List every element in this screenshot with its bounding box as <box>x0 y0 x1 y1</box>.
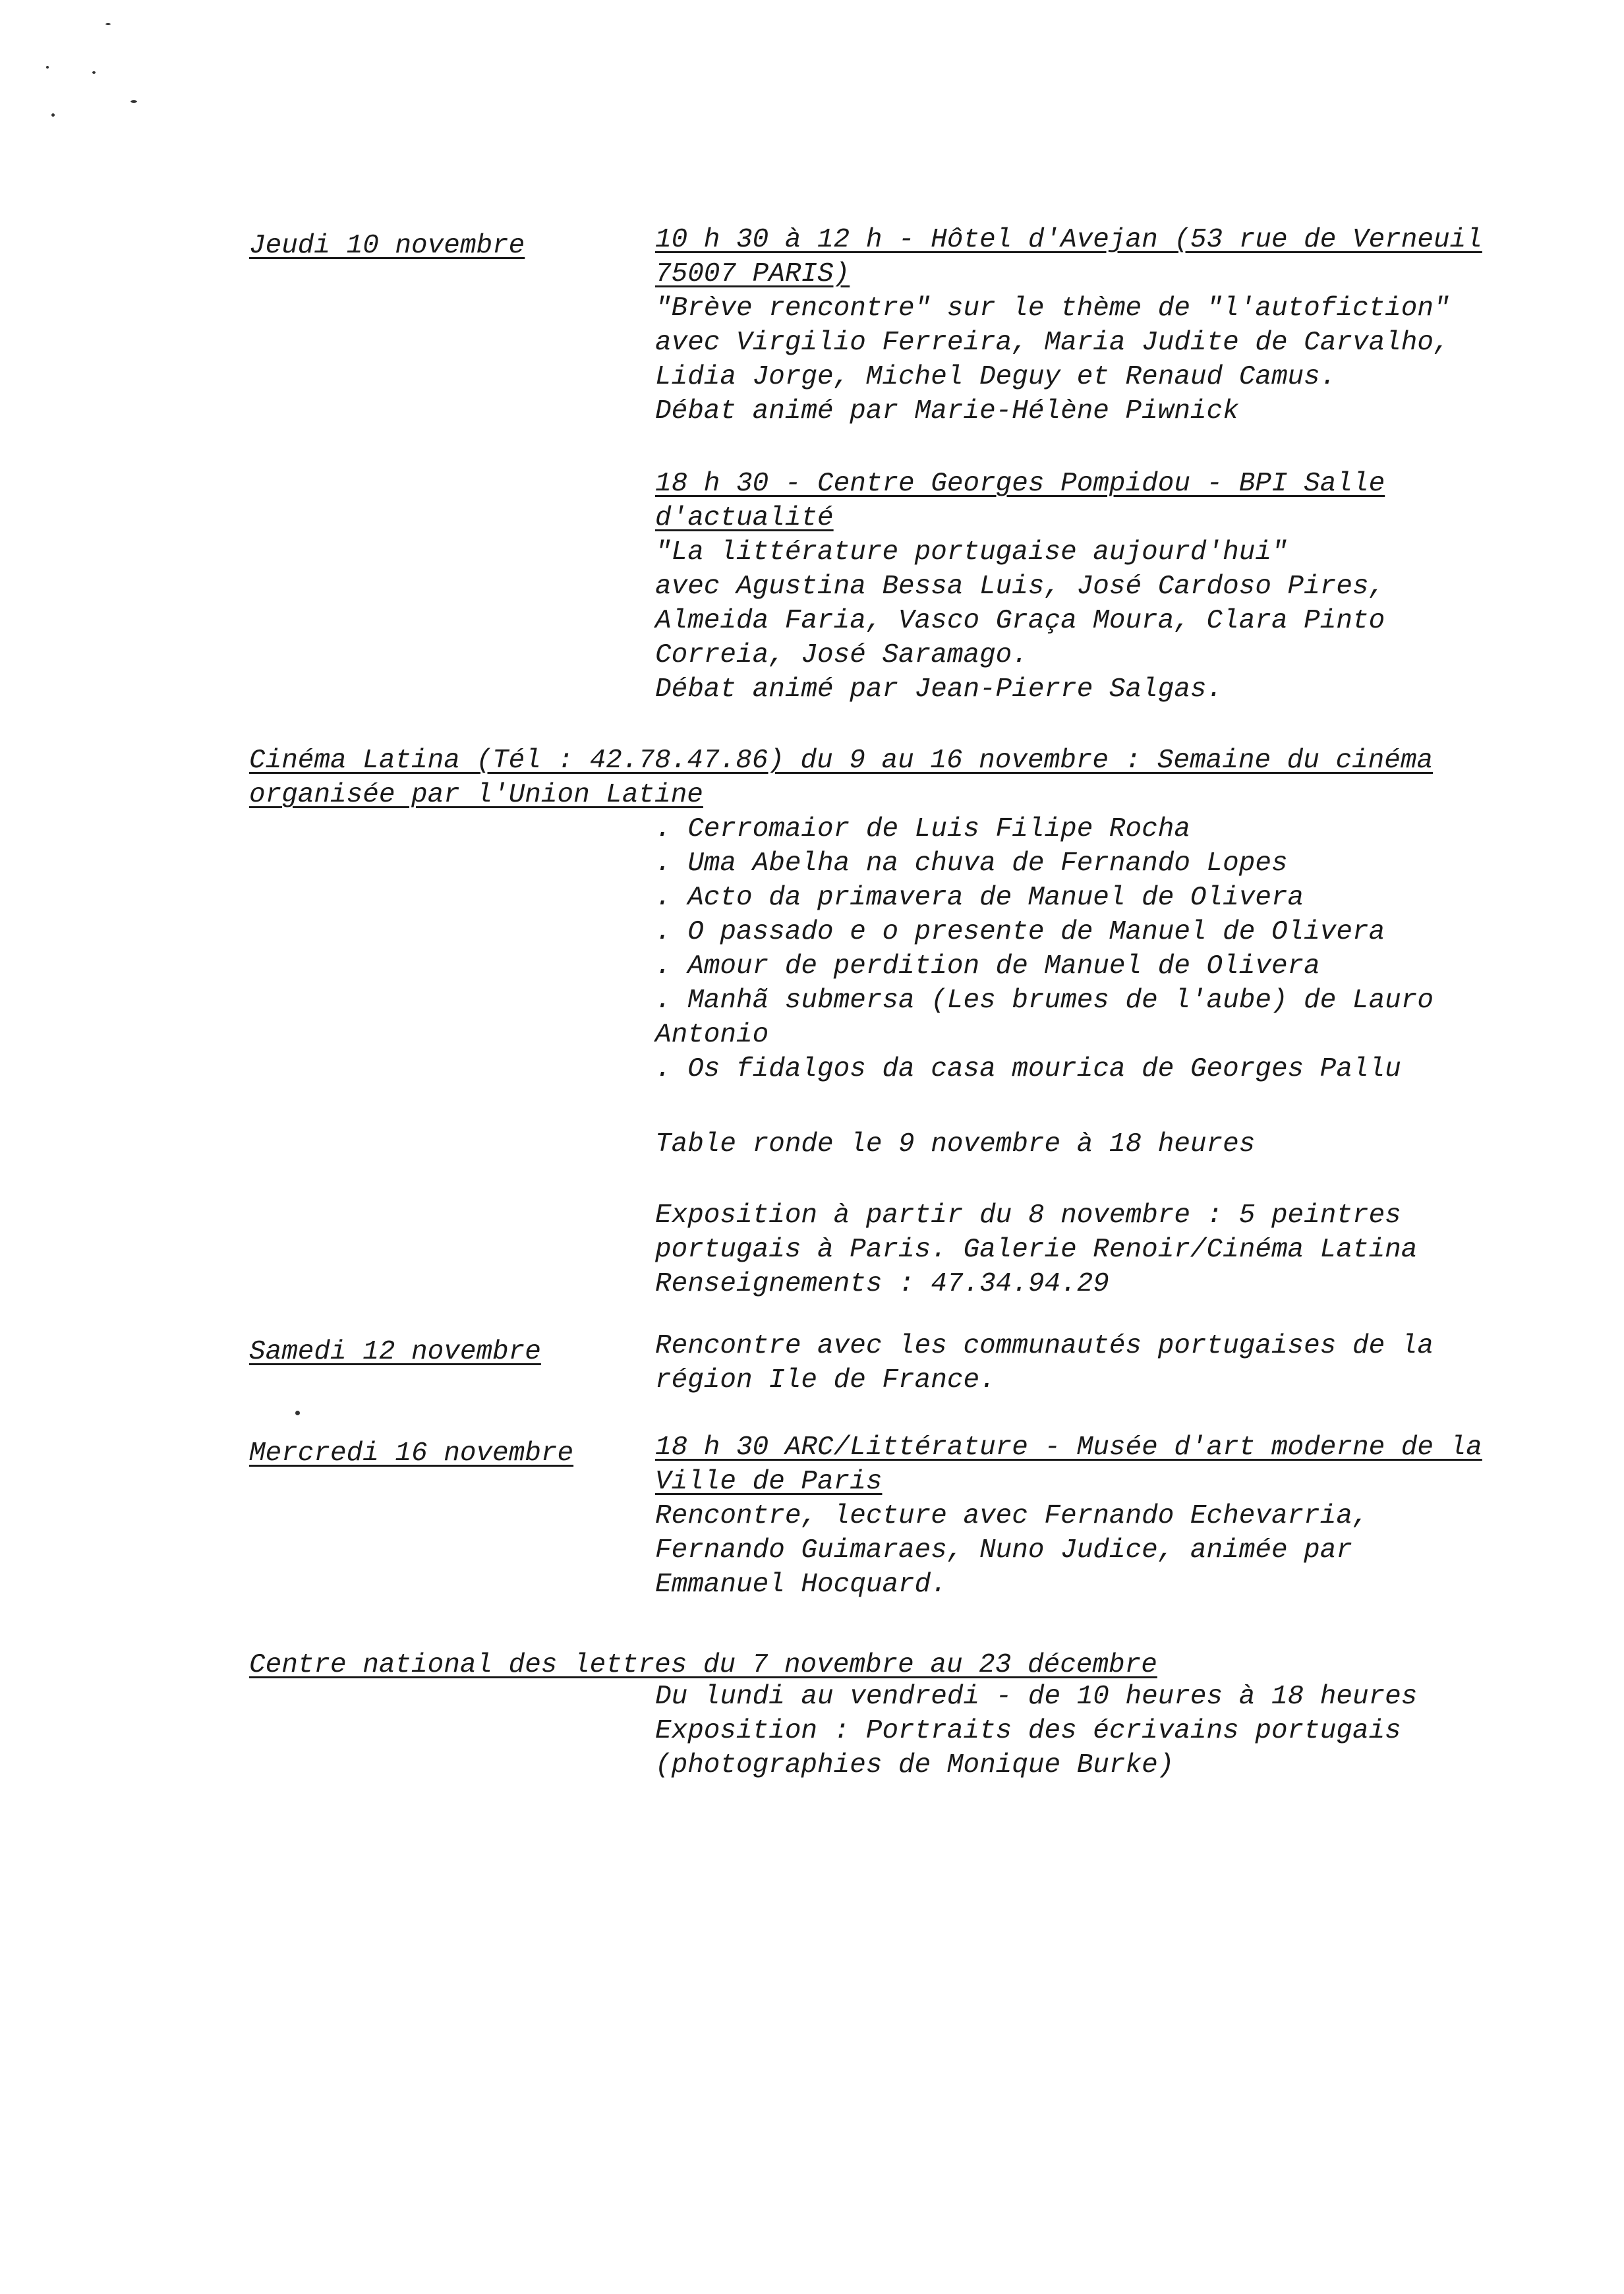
mercredi-details <box>655 1430 1538 1602</box>
cnl-details <box>655 1680 1538 1782</box>
session-line: "La littérature portugaise aujourd'hui" <box>655 537 1288 568</box>
film-item: Antonio <box>655 1020 769 1050</box>
session-heading: d'actualité <box>655 503 834 533</box>
session-line: avec Virgilio Ferreira, Maria Judite de Carvalho, <box>655 328 1450 358</box>
event-date-samedi: Samedi 12 novembre <box>249 1337 541 1367</box>
event-date-mercredi: Mercredi 16 novembre <box>249 1438 574 1469</box>
scan-speck <box>46 66 49 69</box>
film-item: . Uma Abelha na chuva de Fernando Lopes <box>655 848 1288 879</box>
session-line: Débat animé par Marie-Hélène Piwnick <box>655 396 1239 426</box>
cnl-line: Exposition : Portraits des écrivains portugais <box>655 1716 1401 1746</box>
film-list <box>655 812 1538 1086</box>
session-line: Lidia Jorge, Michel Deguy et Renaud Camus. <box>655 362 1337 392</box>
cnl-line: Du lundi au vendredi - de 10 heures à 18 heures <box>655 1682 1418 1712</box>
scan-speck <box>92 71 96 74</box>
film-item: . Manhã submersa (Les brumes de l'aube) de Lauro <box>655 985 1434 1016</box>
samedi-details <box>655 1329 1538 1397</box>
scan-speck <box>130 100 137 103</box>
mercredi-heading: Ville de Paris <box>655 1467 883 1497</box>
exposition-line: portugais à Paris. Galerie Renoir/Cinéma Latina <box>655 1235 1418 1265</box>
cnl-line: (photographies de Monique Burke) <box>655 1750 1174 1780</box>
session-line: avec Agustina Bessa Luis, José Cardoso Pires, <box>655 572 1385 602</box>
session-line: Almeida Faria, Vasco Graça Moura, Clara Pinto <box>655 606 1385 636</box>
film-item: . Cerromaior de Luis Filipe Rocha <box>655 814 1190 844</box>
cinema-heading <box>249 744 1541 812</box>
exposition-peintres <box>655 1198 1538 1301</box>
exposition-line: Renseignements : 47.34.94.29 <box>655 1269 1109 1299</box>
session-heading: 10 h 30 à 12 h - Hôtel d'Avejan (53 rue de Verneuil <box>655 225 1482 255</box>
session-centre-pompidou <box>655 467 1538 707</box>
table-ronde <box>655 1127 1538 1162</box>
scan-speck <box>105 23 111 25</box>
mercredi-heading: 18 h 30 ARC/Littérature - Musée d'art moderne de la <box>655 1432 1482 1463</box>
cinema-heading-line: organisée par l'Union Latine <box>249 780 703 810</box>
session-hotel-avejan <box>655 223 1538 428</box>
cinema-heading-line: Cinéma Latina (Tél : 42.78.47.86) du 9 au 16 novembre : Semaine du cinéma <box>249 746 1434 776</box>
session-line: "Brève rencontre" sur le thème de "l'autofiction" <box>655 293 1450 324</box>
table-ronde-line: Table ronde le 9 novembre à 18 heures <box>655 1129 1256 1160</box>
film-item: . Os fidalgos da casa mourica de Georges Pallu <box>655 1054 1401 1084</box>
session-line: Débat animé par Jean-Pierre Salgas. <box>655 674 1223 705</box>
samedi-line: Rencontre avec les communautés portugaises de la <box>655 1331 1434 1361</box>
exposition-line: Exposition à partir du 8 novembre : 5 peintres <box>655 1200 1401 1231</box>
film-item: . Amour de perdition de Manuel de Olivera <box>655 951 1320 982</box>
cnl-heading <box>249 1648 1541 1682</box>
samedi-line: région Ile de France. <box>655 1365 996 1396</box>
session-heading: 18 h 30 - Centre Georges Pompidou - BPI Salle <box>655 469 1385 499</box>
session-line: Correia, José Saramago. <box>655 640 1028 670</box>
session-heading: 75007 PARIS) <box>655 259 850 289</box>
mercredi-line: Rencontre, lecture avec Fernando Echevarria, <box>655 1501 1369 1531</box>
event-date-jeudi: Jeudi 10 novembre <box>249 231 525 261</box>
scan-speck <box>295 1411 300 1415</box>
mercredi-line: Emmanuel Hocquard. <box>655 1570 947 1600</box>
film-item: . O passado e o presente de Manuel de Olivera <box>655 917 1385 947</box>
cnl-heading-line: Centre national des lettres du 7 novembre au 23 décembre <box>249 1650 1157 1680</box>
scan-speck <box>51 113 55 117</box>
mercredi-line: Fernando Guimaraes, Nuno Judice, animée par <box>655 1535 1352 1566</box>
film-item: . Acto da primavera de Manuel de Olivera <box>655 883 1304 913</box>
